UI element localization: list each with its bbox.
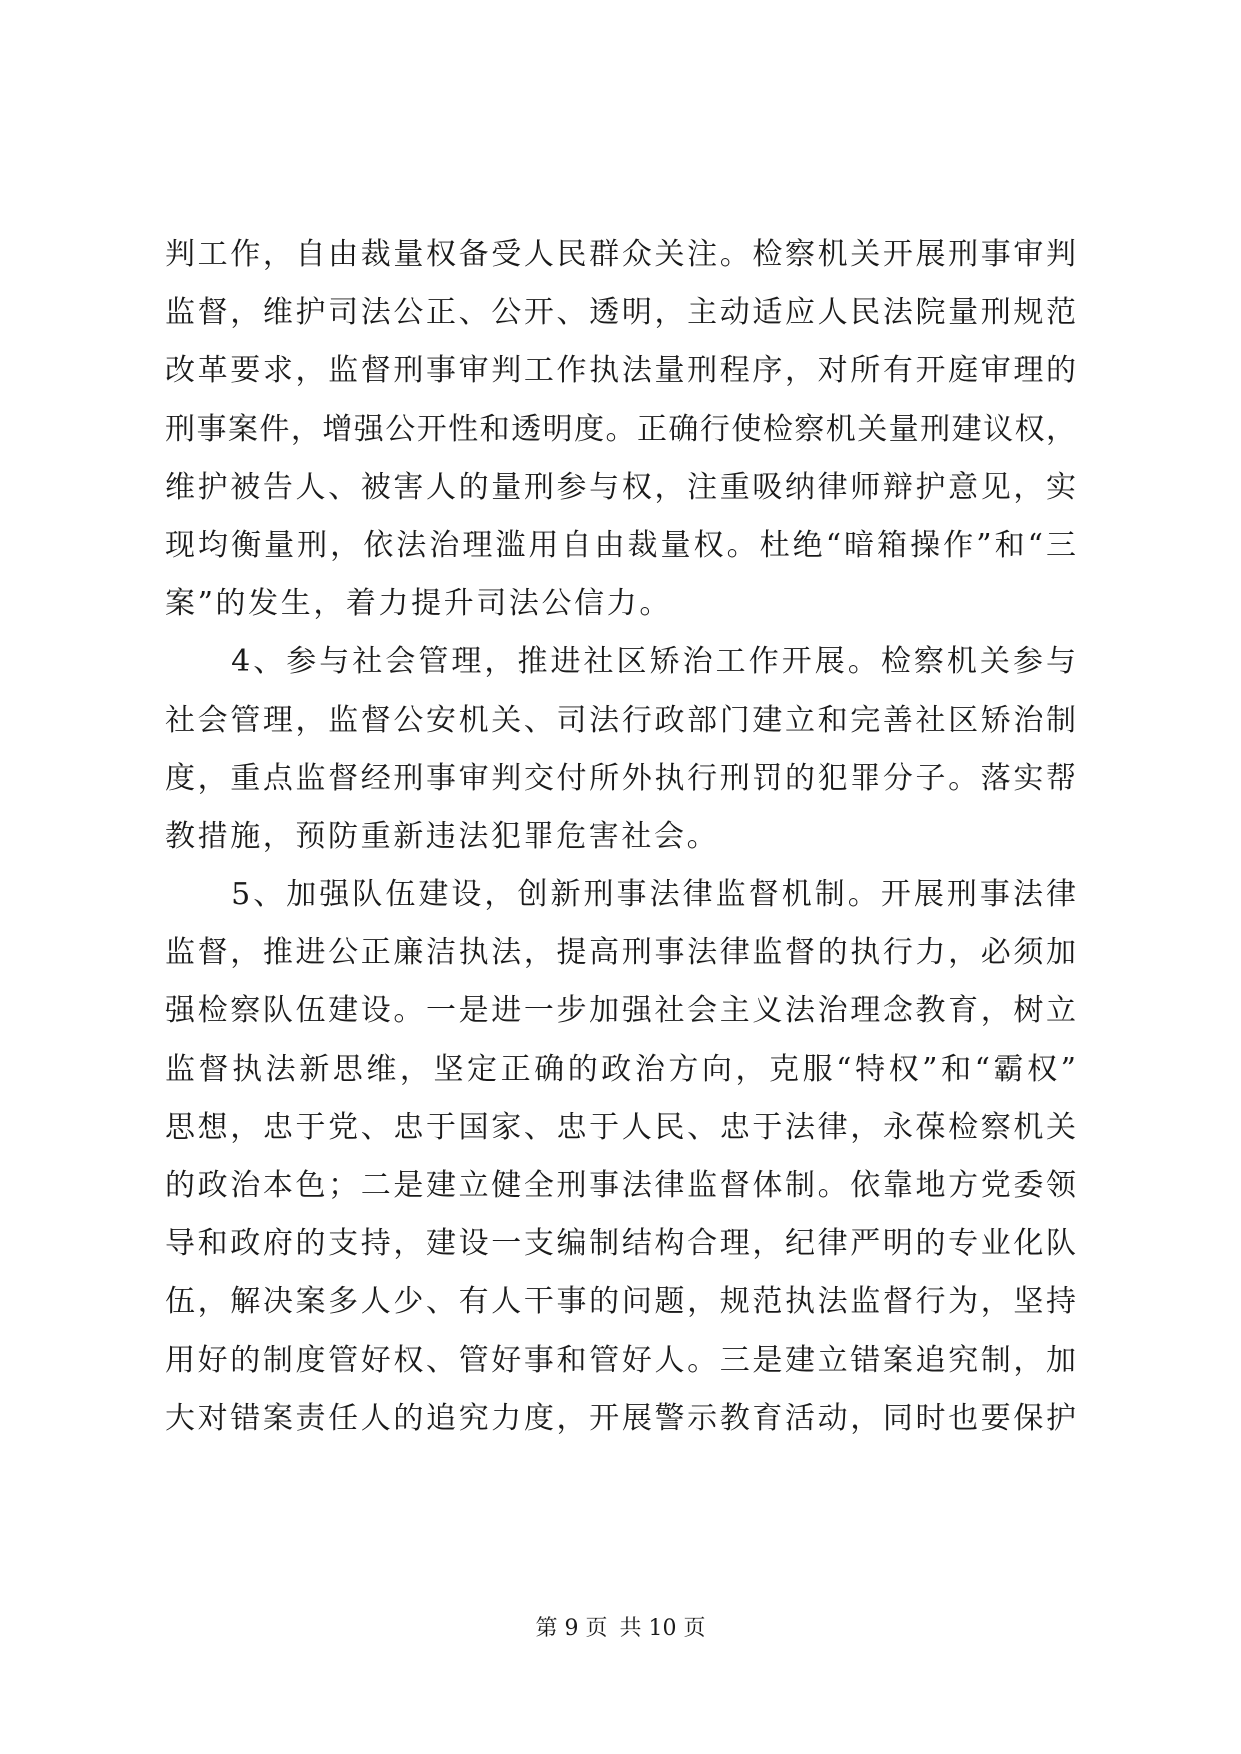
text-line: 4、参与社会管理，推进社区矫治工作开展。检察机关参与	[165, 644, 1076, 680]
text-line: 监督执法新思维，坚定正确的政治方向，克服“特权”和“霸权”	[165, 1051, 1076, 1087]
text-line: 刑事案件，增强公开性和透明度。正确行使检察机关量刑建议权，	[165, 411, 1076, 447]
text-line: 思想，忠于党、忠于国家、忠于人民、忠于法律，永葆检察机关	[165, 1109, 1076, 1145]
text-line: 5、加强队伍建设，创新刑事法律监督机制。开展刑事法律	[165, 877, 1076, 913]
text-line: 现均衡量刑，依法治理滥用自由裁量权。杜绝“暗箱操作”和“三	[165, 527, 1076, 563]
text-line: 判工作，自由裁量权备受人民群众关注。检察机关开展刑事审判	[165, 237, 1076, 272]
text-line: 强检察队伍建设。一是进一步加强社会主义法治理念教育，树立	[165, 993, 1076, 1029]
text-line: 的政治本色；二是建立健全刑事法律监督体制。依靠地方党委领	[165, 1168, 1076, 1203]
text-line: 社会管理，监督公安机关、司法行政部门建立和完善社区矫治制	[165, 702, 1076, 738]
text-line: 维护被告人、被害人的量刑参与权，注重吸纳律师辩护意见，实	[165, 469, 1076, 505]
text-line: 案”的发生，着力提升司法公信力。	[165, 586, 672, 622]
text-line: 改革要求，监督刑事审判工作执法量刑程序，对所有开庭审理的	[165, 353, 1076, 389]
text-line: 用好的制度管好权、管好事和管好人。三是建立错案追究制，加	[165, 1342, 1076, 1378]
body-text	[165, 226, 1076, 1448]
text-line: 监督，维护司法公正、公开、透明，主动适应人民法院量刑规范	[165, 295, 1076, 331]
page-number: 第 9 页	[535, 1616, 608, 1641]
text-line: 伍，解决案多人少、有人干事的问题，规范执法监督行为，坚持	[165, 1284, 1076, 1320]
text-line: 度，重点监督经刑事审判交付所外执行刑罚的犯罪分子。落实帮	[165, 760, 1076, 796]
text-line: 教措施，预防重新违法犯罪危害社会。	[165, 818, 720, 854]
page-footer	[0, 1614, 1241, 1644]
text-line: 导和政府的支持，建设一支编制结构合理，纪律严明的专业化队	[165, 1226, 1076, 1262]
total-pages: 共 10 页	[619, 1616, 706, 1641]
text-line: 监督，推进公正廉洁执法，提高刑事法律监督的执行力，必须加	[165, 935, 1076, 971]
text-line: 大对错案责任人的追究力度，开展警示教育活动，同时也要保护	[165, 1400, 1076, 1436]
